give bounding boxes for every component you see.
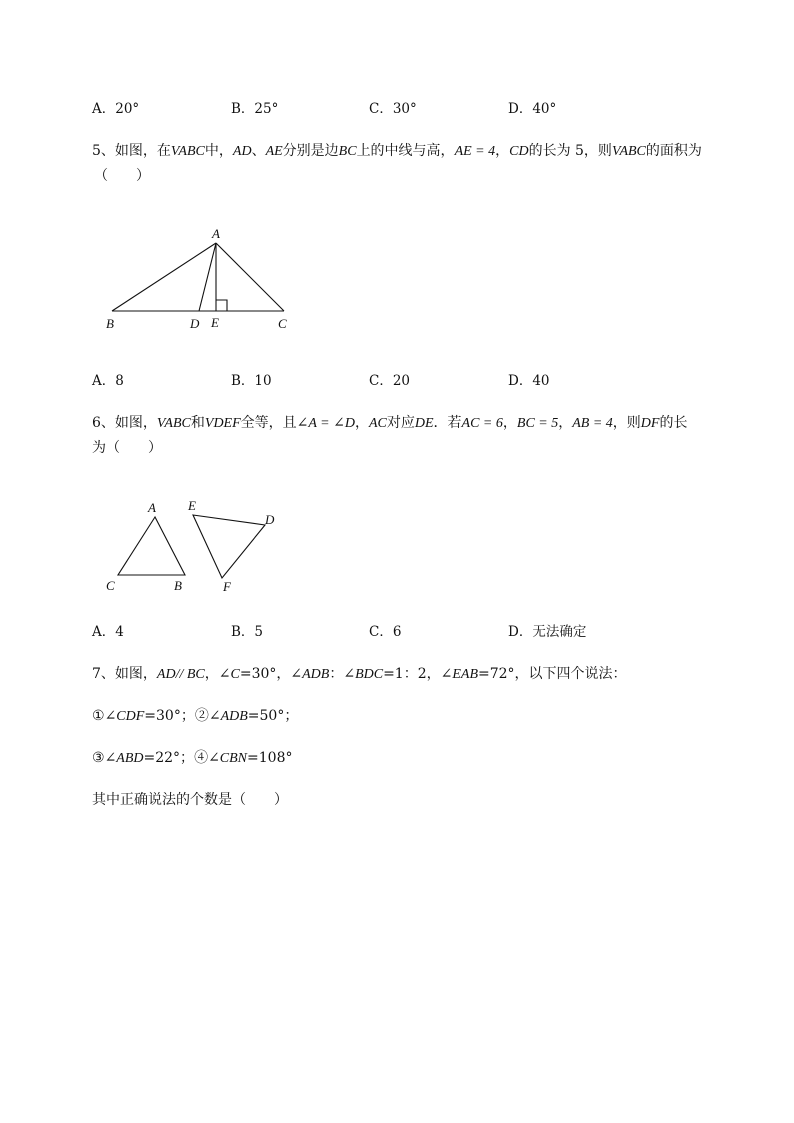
q7-text: =72°，以下四个说法： <box>478 666 627 682</box>
q6-text: 对应 <box>386 415 415 431</box>
q5-label-c: C <box>278 316 287 331</box>
q6-segment-ac: AC <box>368 416 387 431</box>
q6-label-f: F <box>223 579 231 594</box>
q5-option-a[interactable]: A．8 <box>92 373 124 389</box>
q7-stmt1-val: =30°； <box>144 708 195 724</box>
q7-stmt2-num: ② <box>194 708 209 724</box>
q5-line-ab <box>112 243 216 311</box>
q5-segment-cd: CD <box>509 144 529 159</box>
q6-text: 的长 <box>659 415 688 431</box>
q5-triangle-abc: VABC <box>611 144 646 159</box>
q5-text: 、 <box>251 143 266 159</box>
q4-option-a[interactable]: A．20° <box>92 101 140 117</box>
q6-label-e: E <box>188 498 196 513</box>
q5-segment-ad: AD <box>232 144 252 159</box>
q5-stem-line1 <box>92 141 702 162</box>
q6-label-c: C <box>106 578 115 593</box>
q5-text: 5、如图，在 <box>92 143 171 159</box>
q5-text: 的长为 5，则 <box>528 143 612 159</box>
q7-angle-bdc: ∠BDC <box>343 667 384 682</box>
q5-stem-line2: （ ） <box>94 168 150 184</box>
q5-label-b: B <box>106 316 114 331</box>
q6-triangle-def-shape <box>193 515 265 578</box>
q6-label-b: B <box>174 578 182 593</box>
q6-option-b[interactable]: B．5 <box>231 624 264 640</box>
q7-text: =1：2， <box>383 666 441 682</box>
q6-text: ， <box>502 415 517 431</box>
q6-text: 和 <box>190 415 205 431</box>
q6-text: 全等，且 <box>240 415 297 431</box>
q7-text: 7、如图， <box>92 666 157 682</box>
q7-statements-1-2 <box>92 706 298 727</box>
q5-right-angle-mark <box>216 300 227 311</box>
q6-triangle-def: VDEF <box>204 416 241 431</box>
q5-line-ad <box>199 243 216 311</box>
q6-label-d: D <box>265 512 275 527</box>
q5-label-a: A <box>212 226 220 241</box>
q7-stmt2-angle: ∠ADB <box>208 709 248 724</box>
q7-angle-c: ∠C <box>218 667 240 682</box>
q5-label-d: D <box>190 316 200 331</box>
q6-stem-line1 <box>92 413 687 434</box>
q5-line-ac <box>216 243 284 311</box>
q6-bc-value: BC = 5 <box>516 416 559 431</box>
q6-option-d[interactable]: D．无法确定 <box>508 624 587 640</box>
q6-segment-de: DE <box>414 416 434 431</box>
q6-ac-value: AC = 6 <box>461 416 503 431</box>
q5-text: 的面积为 <box>645 143 702 159</box>
q6-text: ，则 <box>612 415 641 431</box>
q6-text: ．若 <box>433 415 462 431</box>
q5-segment-bc: BC <box>338 144 357 159</box>
q5-option-c[interactable]: C．20 <box>369 373 411 389</box>
q7-parallel: AD// BC <box>156 667 205 682</box>
q6-segment-df: DF <box>640 416 660 431</box>
q7-statements-3-4 <box>92 748 292 769</box>
q7-text: =30°， <box>239 666 291 682</box>
q4-option-c[interactable]: C．30° <box>369 101 417 117</box>
q5-text: ， <box>495 143 510 159</box>
q6-triangle-abc: VABC <box>156 416 191 431</box>
q5-segment-ae: AE <box>265 144 283 159</box>
q5-text: 分别是边 <box>282 143 339 159</box>
q6-text: ， <box>558 415 573 431</box>
q6-label-a: A <box>148 500 156 515</box>
q6-option-a[interactable]: A．4 <box>92 624 124 640</box>
q4-option-d[interactable]: D．40° <box>508 101 557 117</box>
q7-text: ， <box>204 666 219 682</box>
q7-stmt4-angle: ∠CBN <box>208 751 248 766</box>
q6-text: 6、如图， <box>92 415 157 431</box>
q6-option-c[interactable]: C．6 <box>369 624 402 640</box>
q7-text: ： <box>329 666 344 682</box>
q6-triangle-abc-shape <box>118 517 185 575</box>
q5-option-b[interactable]: B．10 <box>231 373 272 389</box>
q5-ae-value: AE = 4 <box>454 144 496 159</box>
q4-option-b[interactable]: B．25° <box>231 101 279 117</box>
q7-stmt2-val: =50°； <box>247 708 299 724</box>
q5-option-d[interactable]: D．40 <box>508 373 550 389</box>
q7-stmt4-val: =108° <box>247 750 293 766</box>
q5-text: 中， <box>204 143 233 159</box>
q7-stmt4-num: ④ <box>194 750 209 766</box>
q7-stem <box>92 664 627 685</box>
q7-angle-eab: ∠EAB <box>440 667 479 682</box>
q7-stmt3-angle: ∠ABD <box>104 751 144 766</box>
q6-angle-equality: ∠A = ∠D <box>296 416 355 431</box>
q7-angle-adb: ∠ADB <box>290 667 330 682</box>
q7-stmt3-num: ③ <box>92 750 105 766</box>
q7-stmt1-angle: ∠CDF <box>104 709 145 724</box>
q7-question: 其中正确说法的个数是（ ） <box>92 792 288 808</box>
q6-text: ， <box>354 415 369 431</box>
q6-ab-value: AB = 4 <box>572 416 613 431</box>
q7-stmt3-val: =22°； <box>143 750 195 766</box>
q7-stmt1-num: ① <box>92 708 105 724</box>
q5-label-e: E <box>211 315 219 330</box>
q5-text: 上的中线与高， <box>356 143 455 159</box>
q6-stem-line2: 为（ ） <box>92 440 162 456</box>
q5-triangle-abc: VABC <box>170 144 205 159</box>
